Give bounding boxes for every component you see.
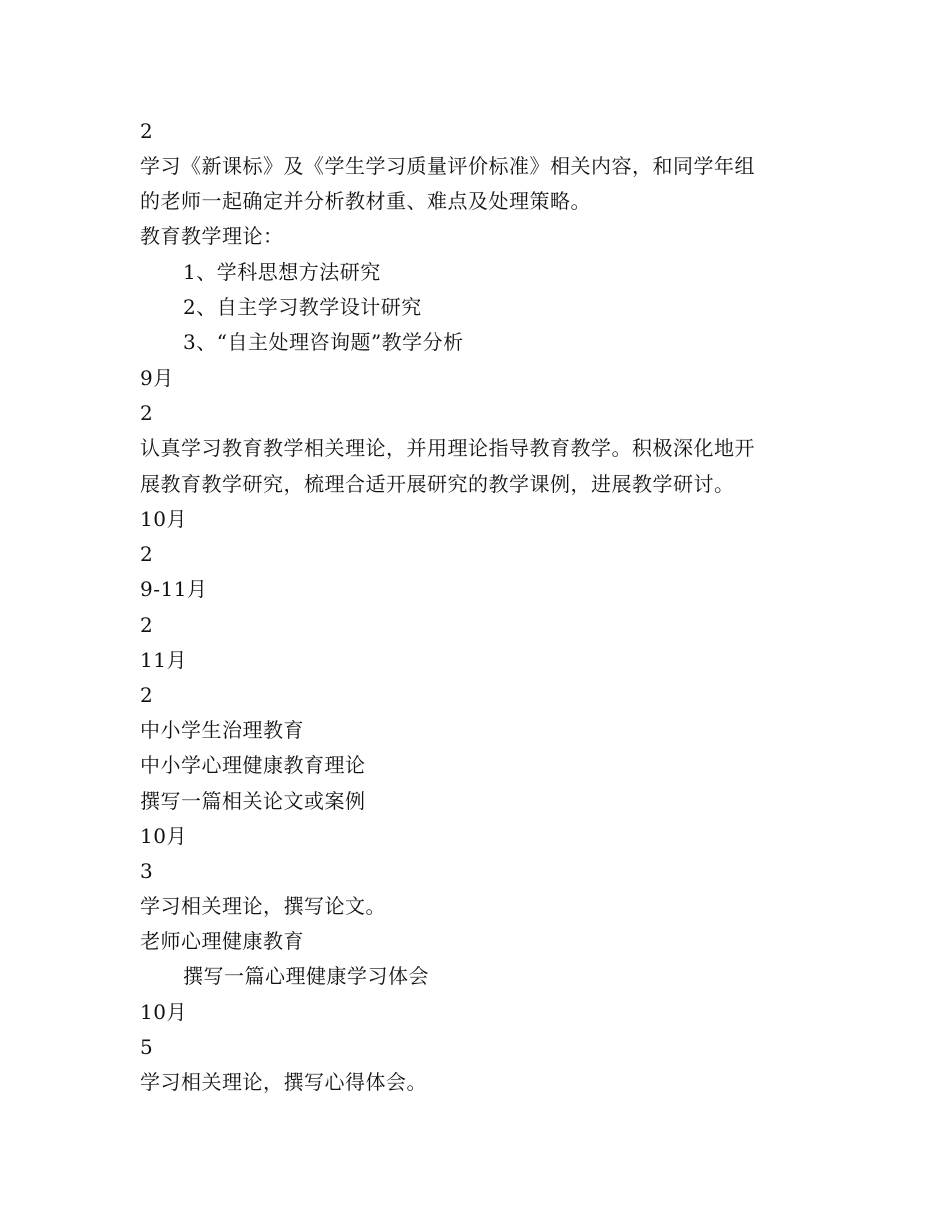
text-line: 学习相关理论，撰写心得体会。 — [140, 1070, 427, 1094]
text-line: 认真学习教育教学相关理论，并用理论指导教育教学。积极深化地开 — [140, 436, 755, 460]
text-line: 10月 — [140, 824, 187, 848]
text-line: 5 — [140, 1035, 154, 1059]
text-line: 撰写一篇相关论文或案例 — [140, 789, 366, 813]
text-line: 学习《新课标》及《学生学习质量评价标准》相关内容，和同学年组 — [140, 154, 755, 178]
text-line: 2 — [140, 542, 154, 566]
text-line: 2 — [140, 613, 154, 637]
text-line: 的老师一起确定并分析教材重、难点及处理策略。 — [140, 189, 591, 213]
text-line: 展教育教学研究，梳理合适开展研究的教学课例，进展教学研讨。 — [140, 472, 735, 496]
text-line: 撰写一篇心理健康学习体会 — [183, 964, 429, 988]
section-heading: 教育教学理论： — [140, 224, 284, 248]
text-line: 10月 — [140, 507, 187, 531]
list-item: 1、学科思想方法研究 — [183, 260, 381, 284]
text-line: 学习相关理论，撰写论文。 — [140, 894, 386, 918]
list-item: 2、自主学习教学设计研究 — [183, 295, 422, 319]
text-line: 2 — [140, 401, 154, 425]
text-line: 老师心理健康教育 — [140, 929, 304, 953]
text-line: 11月 — [140, 648, 187, 672]
text-line: 9月 — [140, 366, 174, 390]
text-line: 9-11月 — [140, 577, 208, 601]
text-line: 2 — [140, 683, 154, 707]
text-line: 10月 — [140, 1000, 187, 1024]
text-line: 3 — [140, 859, 154, 883]
text-line: 中小学生治理教育 — [140, 718, 304, 742]
text-line: 2 — [140, 119, 154, 143]
text-line: 中小学心理健康教育理论 — [140, 753, 366, 777]
list-item: 3、“自主处理咨询题”教学分析 — [183, 330, 464, 354]
